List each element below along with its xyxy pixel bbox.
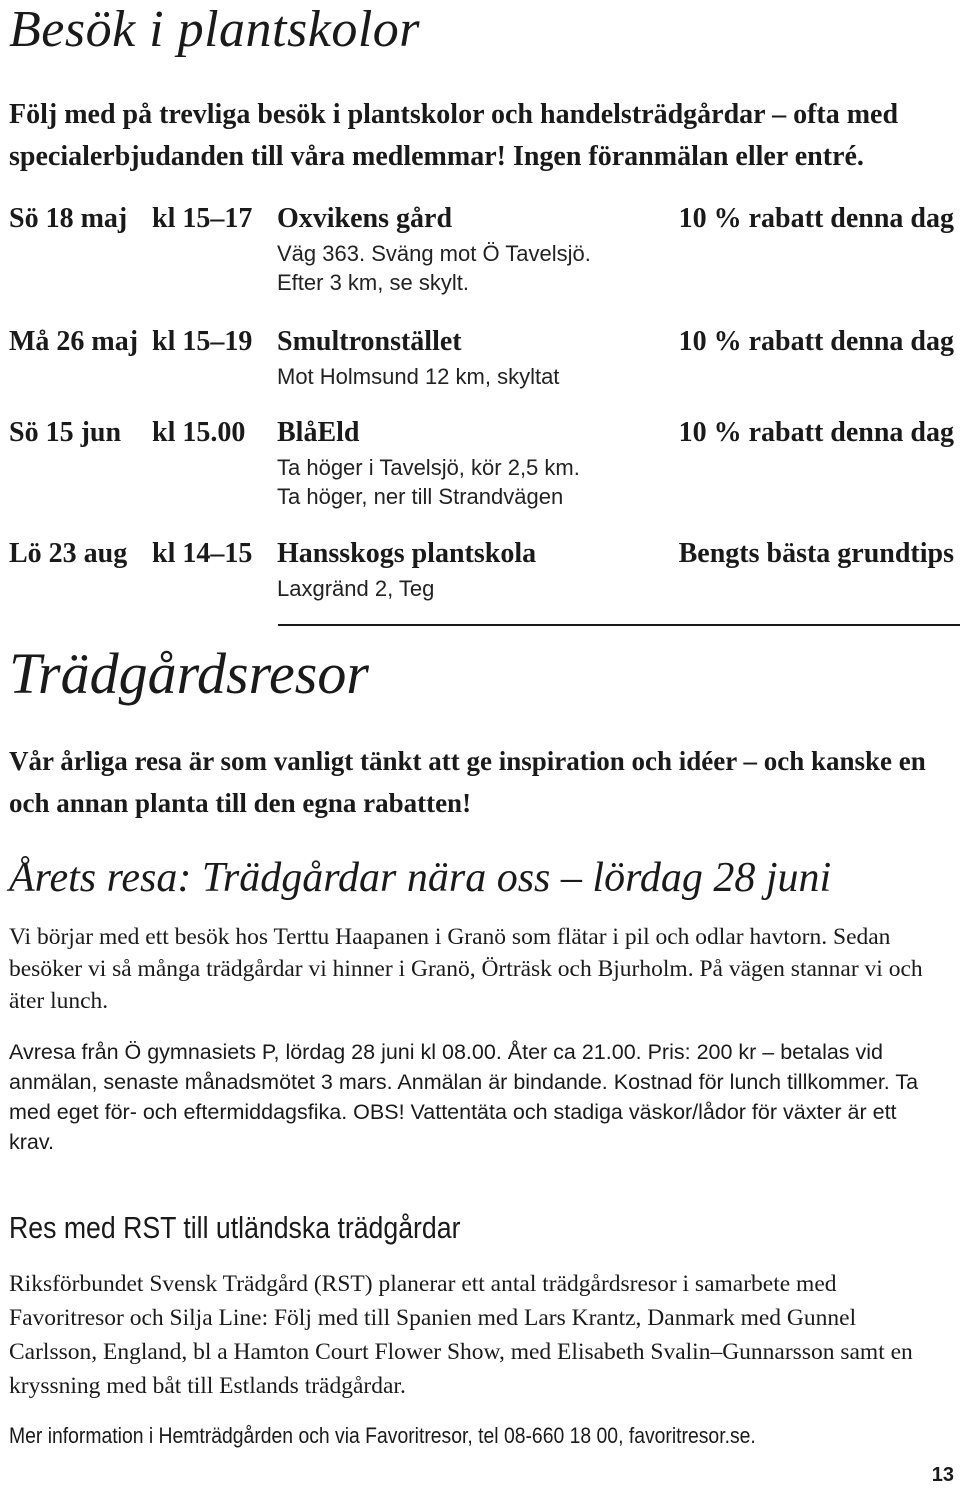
event-offer: Bengts bästa grundtips <box>678 538 954 569</box>
event-directions: Ta höger, ner till Strandvägen <box>277 484 564 509</box>
trip-description: Vi börjar med ett besök hos Terttu Haapanen i Granö som flätar i pil och odlar havtorn. Sedan besöker vi så många trädgårdar vi hinner i Granö, Örträsk och Bjurholm. På vägen stannar vi och äter lunch. <box>9 924 923 1014</box>
event-time: kl 14–15 <box>152 538 253 569</box>
event-time: kl 15.00 <box>152 417 246 448</box>
event-date: Lö 23 aug <box>9 538 128 569</box>
trips-lead: Vår årliga resa är som vanligt tänkt att ge inspiration och idéer – och kanske en och annan planta till den egna rabatten! <box>9 746 926 818</box>
page-number: 13 <box>931 1464 954 1486</box>
event-date: Sö 15 jun <box>9 417 122 448</box>
event-offer: 10 % rabatt denna dag <box>678 417 954 448</box>
event-date: Sö 18 maj <box>9 203 128 234</box>
event-item <box>9 326 954 391</box>
event-place: Oxvikens gård <box>277 203 453 234</box>
event-time: kl 15–19 <box>152 326 253 357</box>
event-offer: 10 % rabatt denna dag <box>678 326 954 357</box>
nursery-intro: Följ med på trevliga besök i plantskolor och handelsträdgårdar – ofta med specialerbjudanden till våra medlemmar! Ingen föranmälan eller entré. <box>9 99 899 172</box>
event-place: BlåEld <box>277 417 360 448</box>
event-offer: 10 % rabatt denna dag <box>678 203 954 234</box>
trip-info: Avresa från Ö gymnasiets P, lördag 28 juni kl 08.00. Åter ca 21.00. Pris: 200 kr – betalas vid anmälan, senaste månadsmötet 3 mars. Anmälan är bindande. Kostnad för lunch tillkommer. Ta med eget för- och eftermiddagsfika. OBS! Vattentäta och stadiga väskor/lådor för växter är ett krav. <box>9 1040 919 1154</box>
event-item <box>9 538 954 603</box>
more-info: Mer information i Hemträdgården och via Favoritresor, tel 08-660 18 00, favoritresor.se. <box>9 1423 756 1448</box>
event-directions: Väg 363. Sväng mot Ö Tavelsjö. <box>277 241 591 266</box>
event-place: Hansskogs plantskola <box>277 538 537 569</box>
section-divider <box>278 624 960 626</box>
event-date: Må 26 maj <box>9 326 139 357</box>
nursery-section-title: Besök i plantskolor <box>9 1 421 58</box>
rst-description: Riksförbundet Svensk Trädgård (RST) planerar ett antal trädgårdsresor i samarbete med Favoritresor och Silja Line: Följ med till Spanien med Lars Krantz, Danmark med Gunnel Carlsson, England, bl a Hamton Court Flower Show, med Elisabeth Svalin–Gunnarsson samt en kryssning med båt till Estlands trädgårdar. <box>9 1271 913 1399</box>
event-place: Smultronstället <box>277 326 462 357</box>
rst-heading: Res med RST till utländska trädgårdar <box>9 1210 461 1245</box>
event-time: kl 15–17 <box>152 203 253 234</box>
event-directions: Ta höger i Tavelsjö, kör 2,5 km. <box>277 455 580 480</box>
event-item <box>9 417 954 511</box>
event-directions: Laxgränd 2, Teg <box>277 576 435 601</box>
trips-section-title: Trädgårdsresor <box>9 641 369 706</box>
event-directions: Mot Holmsund 12 km, skyltat <box>277 364 560 389</box>
event-directions: Efter 3 km, se skylt. <box>277 270 469 295</box>
event-item <box>9 203 954 297</box>
trip-heading: Årets resa: Trädgårdar nära oss – lördag 28 juni <box>9 855 832 901</box>
